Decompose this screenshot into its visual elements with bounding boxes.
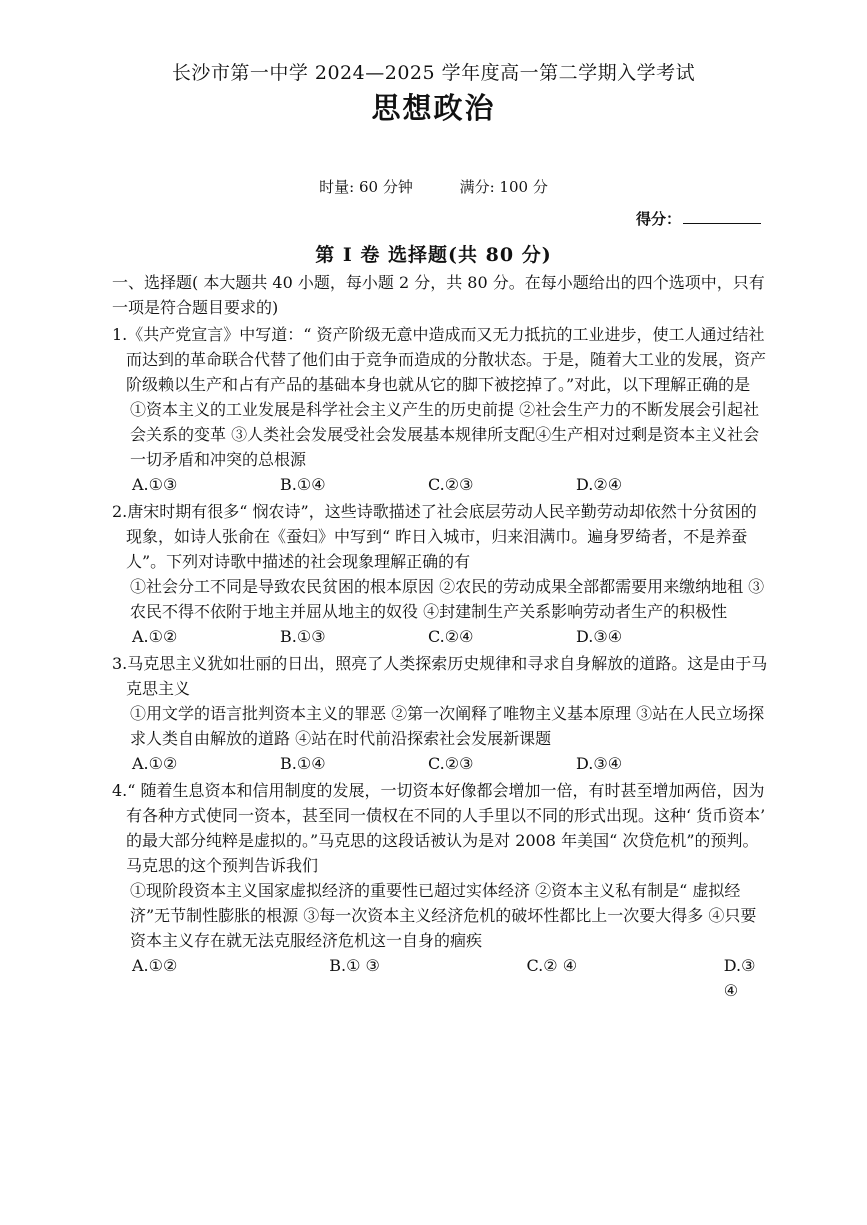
section-title: 第 Ⅰ 卷 选择题(共 80 分) xyxy=(315,244,552,266)
question-items: ①现阶段资本主义国家虚拟经济的重要性已超过实体经济 ②资本主义私有制是“ 虚拟经济”无节制性膨胀的根源 ③每一次资本主义经济危机的破坏性都比上一次要大得多 ④只要资本主义存在就无法克服经济危机这一自身的痼疾 xyxy=(130,881,757,950)
exam-school-title: 长沙市第一中学 2024—2025 学年度高一第二学期入学考试 xyxy=(171,62,696,84)
exam-subject-title: 思想政治 xyxy=(371,91,496,125)
option-a: A.①③ xyxy=(132,475,178,494)
option-d: D.③④ xyxy=(576,627,623,646)
option-a: A.①② xyxy=(132,956,178,975)
question-options xyxy=(112,953,772,1003)
option-a: A.①② xyxy=(132,627,178,646)
question-stem: 4.“ 随着生息资本和信用制度的发展，一切资本好像都会增加一倍，有时甚至增加两倍，因为有各种方式使同一资本，甚至同一债权在不同的人手里以不同的形式出现。这种‘ 货币资本’ 的最大部分纯粹是虚拟的。”马克思的这段话被认为是对 2008 年美国“ 次贷危机”的预判。马克思的这个预判告诉我们 xyxy=(112,781,766,875)
option-c: C.②④ xyxy=(428,627,474,646)
question-stem: 2.唐宋时期有很多“ 悯农诗”，这些诗歌描述了社会底层劳动人民辛勤劳动却依然十分贫困的现象，如诗人张俞在《蚕妇》中写到“ 昨日入城市，归来泪满巾。遍身罗绮者，不是养蚕人”。下列对诗歌中描述的社会现象理解正确的有 xyxy=(112,502,757,571)
option-c: C.②③ xyxy=(428,754,474,773)
question-items: ①社会分工不同是导致农民贫困的根本原因 ②农民的劳动成果全部都需要用来缴纳地租 ③农民不得不依附于地主并屈从地主的奴役 ④封建制生产关系影响劳动者生产的积极性 xyxy=(130,577,765,621)
option-b: B.① ③ xyxy=(329,956,380,975)
score-label: 得分： xyxy=(635,210,681,228)
question-options xyxy=(112,751,772,776)
question-stem: 3.马克思主义犹如壮丽的日出，照亮了人类探索历史规律和寻求自身解放的道路。这是由于马克思主义 xyxy=(112,654,768,698)
full-score-label: 满分: 100 分 xyxy=(459,178,548,196)
question-3 xyxy=(112,651,772,776)
option-b: B.①③ xyxy=(280,627,326,646)
question-options xyxy=(112,624,772,649)
score-blank-line xyxy=(683,223,761,224)
question-items: ①资本主义的工业发展是科学社会主义产生的历史前提 ②社会生产力的不断发展会引起社会关系的变革 ③人类社会发展受社会发展基本规律所支配④生产相对过剩是资本主义社会一切矛盾和冲突的总根源 xyxy=(130,400,760,469)
option-d: D.③④ xyxy=(576,754,623,773)
question-area xyxy=(112,270,772,1005)
option-c: C.② ④ xyxy=(526,956,578,975)
question-items: ①用文学的语言批判资本主义的罪恶 ②第一次阐释了唯物主义基本原理 ③站在人民立场探求人类自由解放的道路 ④站在时代前沿探索社会发展新课题 xyxy=(130,704,765,748)
question-4 xyxy=(112,778,772,1003)
option-d: D.②④ xyxy=(576,475,623,494)
option-a: A.①② xyxy=(132,754,178,773)
score-field xyxy=(636,208,761,229)
question-options xyxy=(112,472,772,497)
option-d: D.③ ④ xyxy=(723,956,756,1000)
option-c: C.②③ xyxy=(428,475,474,494)
exam-meta xyxy=(0,176,867,197)
option-b: B.①④ xyxy=(280,754,326,773)
section-instruction: 一、选择题( 本大题共 40 小题，每小题 2 分，共 80 分。在每小题给出的四个选项中，只有一项是符合题目要求的) xyxy=(112,273,765,317)
question-2 xyxy=(112,499,772,649)
option-b: B.①④ xyxy=(280,475,326,494)
question-1 xyxy=(112,322,772,497)
question-stem: 1.《共产党宣言》中写道：“ 资产阶级无意中造成而又无力抵抗的工业进步，使工人通过结社而达到的革命联合代替了他们由于竞争而造成的分散状态。于是，随着大工业的发展，资产阶级赖以生产和占有产品的基础本身也就从它的脚下被挖掉了。”对此，以下理解正确的是 xyxy=(112,325,767,394)
time-limit-label: 时量: 60 分钟 xyxy=(319,178,413,196)
